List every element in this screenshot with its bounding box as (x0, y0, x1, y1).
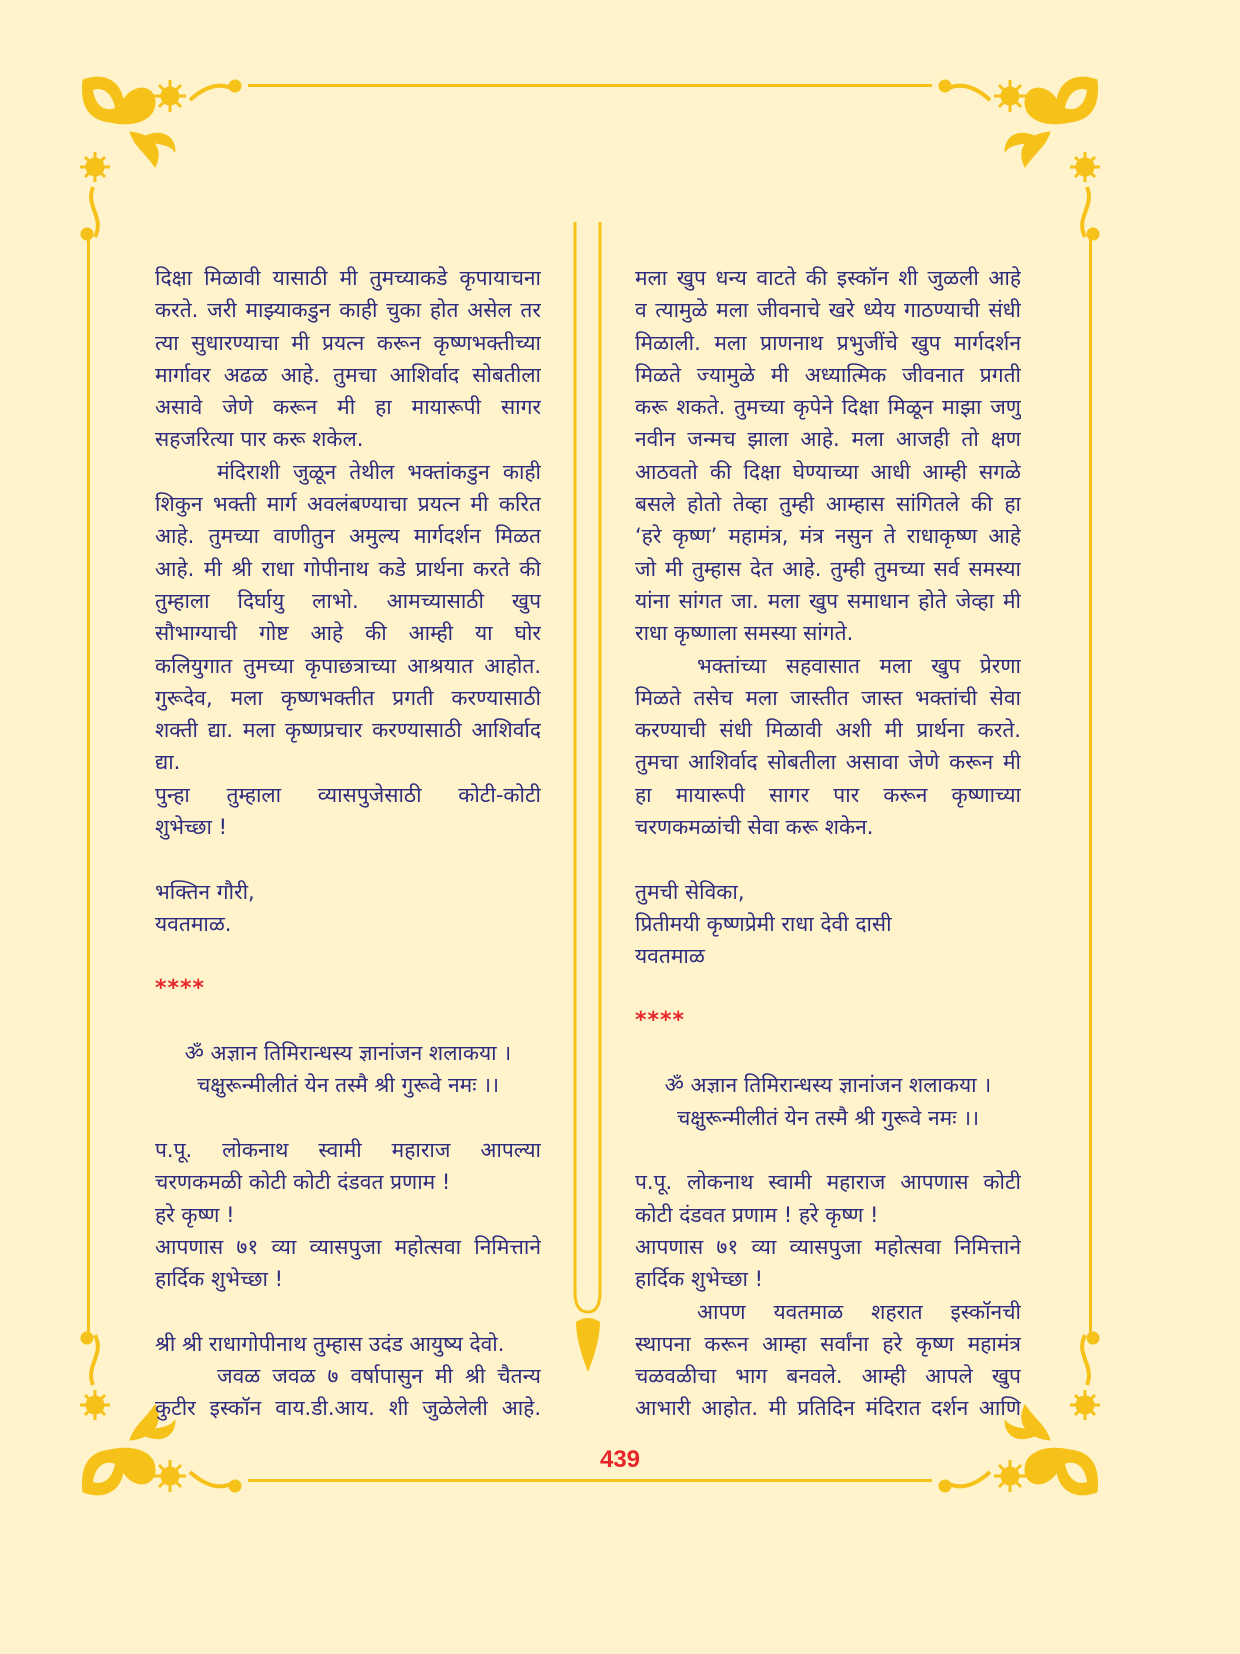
paragraph-line: चरणकमळांची सेवा करू शकेन. (635, 815, 874, 840)
blank-line (155, 940, 541, 972)
paragraph-line: यांना सांगत जा. मला खुप समाधान होते जेव्हा मी (635, 588, 1021, 613)
paragraph-line: कलियुगात तुमच्या कृपाछत्राच्या आश्रयात आहोत. (155, 653, 541, 678)
paragraph-line: जो मी तुम्हास देत आहे. तुम्ही तुमच्या सर्व समस्या (635, 556, 1021, 581)
blank-line (635, 843, 1021, 875)
paragraph-line: तुम्हाला दिर्घायु लाभो. आमच्यासाठी खुप (155, 588, 541, 613)
paragraph-line: कुटीर इस्कॉन वाय.डी.आय. शी जुळेलेली आहे. (155, 1396, 541, 1421)
paragraph-line: मार्गावर अढळ आहे. तुमचा आशिर्वाद सोबतीला (155, 362, 541, 387)
page-number: 439 (599, 1446, 641, 1473)
sanskrit-verse-line: ॐ अज्ञान तिमिरान्धस्य ज्ञानांजन शलाकया । (664, 1073, 992, 1098)
corner-ornament-top-right (930, 72, 1105, 242)
paragraph-line: शिकुन भक्ती मार्ग अवलंबण्याचा प्रयत्न मी करित (155, 492, 541, 517)
paragraph-line: करण्याची संधी मिळावी अशी मी प्रार्थना करते. (635, 718, 1021, 743)
blank-line (635, 973, 1021, 1005)
paragraph-line: चळवळीचा भाग बनवले. आम्ही आपले खुप (635, 1364, 1021, 1389)
left-border-line (87, 238, 90, 1338)
paragraph-line: चरणकमळी कोटी कोटी दंडवत प्रणाम ! (155, 1170, 451, 1195)
paragraph-line: शक्ती द्या. मला कृष्णप्रचार करण्यासाठी आशिर्वाद (155, 718, 541, 743)
paragraph-line: गुरूदेव, मला कृष्णभक्तीत प्रगती करण्यासाठी (155, 685, 541, 710)
paragraph-line: व त्यामुळे मला जीवनाचे खरे ध्येय गाठण्याची संधी (635, 298, 1021, 323)
paragraph-line: आपण यवतमाळ शहरात इस्कॉनची (697, 1299, 1021, 1324)
left-column (155, 262, 541, 1425)
bottom-border-line (248, 1479, 932, 1482)
paragraph-line: शुभेच्छा ! (155, 815, 228, 840)
signature-line: यवतमाळ. (155, 911, 232, 936)
paragraph-line: मिळते तसेच मला जास्तीत जास्त भक्तांची सेवा (635, 685, 1021, 710)
paragraph-line: आपणास ७१ व्या व्यासपुजा महोत्सवा निमित्ताने (155, 1234, 541, 1259)
signature-line: भक्तिन गौरी, (155, 879, 255, 904)
signature-line: प्रितीमयी कृष्णप्रेमी राधा देवी दासी (635, 911, 892, 936)
paragraph-line: तुमचा आशिर्वाद सोबतीला असावा जेणे करून मी (635, 750, 1021, 775)
sanskrit-verse-line: ॐ अज्ञान तिमिरान्धस्य ज्ञानांजन शलाकया । (184, 1041, 512, 1066)
paragraph-line: प.पू. लोकनाथ स्वामी महाराज आपणास कोटी (635, 1170, 1021, 1195)
signature-line: हरे कृष्ण ! (155, 1202, 235, 1227)
paragraph-line: आपणास ७१ व्या व्यासपुजा महोत्सवा निमित्ताने (635, 1234, 1021, 1259)
right-column (635, 262, 1021, 1425)
paragraph-line: मिळते ज्यामुळे मी अध्यात्मिक जीवनात प्रगती (635, 362, 1021, 387)
section-separator-stars: **** (155, 975, 206, 1001)
paragraph-line: ‘हरे कृष्ण’ महामंत्र, मंत्र नसुन ते राधाकृष्ण आहे (635, 524, 1021, 549)
paragraph-line: हा मायारूपी सागर पार करून कृष्णाच्या (635, 782, 1021, 807)
corner-ornament-top-left (75, 72, 250, 242)
paragraph-line: करते. जरी माझ्याकडुन काही चुका होत असेल तर (155, 298, 541, 323)
signature-line: तुमची सेविका, (635, 879, 745, 904)
section-separator-stars: **** (635, 1007, 686, 1033)
paragraph-line: पुन्हा तुम्हाला व्यासपुजेसाठी कोटी-कोटी (155, 782, 541, 807)
sanskrit-verse-line: चक्षुरून्मीलीतं येन तस्मै श्री गुरूवे नमः ।। (196, 1073, 500, 1098)
blank-line (635, 1037, 1021, 1069)
paragraph-line: सहजरित्या पार करू शकेल. (155, 427, 364, 452)
paragraph-line: स्थापना करून आम्हा सर्वांना हरे कृष्ण महामंत्र (635, 1331, 1021, 1356)
paragraph-line: राधा कृष्णाला समस्या सांगते. (635, 621, 854, 646)
paragraph-line: हार्दिक शुभेच्छा ! (155, 1267, 284, 1292)
paragraph-line: करू शकते. तुमच्या कृपेने दिक्षा मिळून माझा जणु (635, 395, 1021, 420)
paragraph-line: त्या सुधारण्याचा मी प्रयत्न करून कृष्णभक्तीच्या (155, 330, 541, 355)
paragraph-line: नवीन जन्मच झाला आहे. मला आजही तो क्षण (635, 427, 1021, 452)
paragraph-line: मंदिराशी जुळून तेथील भक्तांकडुन काही (217, 459, 541, 484)
paragraph-line: मला खुप धन्य वाटते की इस्कॉन शी जुळली आहे (635, 266, 1021, 290)
paragraph-line: आठवतो की दिक्षा घेण्याच्या आधी आम्ही सगळे (635, 459, 1021, 484)
paragraph-line: भक्तांच्या सहवासात मला खुप प्रेरणा (697, 653, 1021, 678)
paragraph-line: मिळाली. मला प्राणनाथ प्रभुजींचे खुप मार्गदर्शन (635, 330, 1021, 355)
signature-line: श्री श्री राधागोपीनाथ तुम्हास उदंड आयुष्य देवो. (155, 1331, 505, 1356)
column-divider (560, 222, 620, 1382)
blank-line (155, 1296, 541, 1328)
paragraph-line: कोटी दंडवत प्रणाम ! हरे कृष्ण ! (635, 1202, 879, 1227)
blank-line (155, 1005, 541, 1037)
blank-line (155, 1102, 541, 1134)
blank-line (155, 843, 541, 875)
top-border-line (248, 84, 932, 87)
sanskrit-verse-line: चक्षुरून्मीलीतं येन तस्मै श्री गुरूवे नमः ।। (676, 1105, 980, 1130)
paragraph-line: आभारी आहोत. मी प्रतिदिन मंदिरात दर्शन आणि (635, 1396, 1021, 1421)
paragraph-line: हार्दिक शुभेच्छा ! (635, 1267, 764, 1292)
paragraph-line: आहे. मी श्री राधा गोपीनाथ कडे प्रार्थना करते की (155, 556, 541, 581)
signature-line: यवतमाळ (635, 944, 705, 969)
paragraph-line: सौभाग्याची गोष्ट आहे की आम्ही या घोर (155, 621, 541, 646)
paragraph-line: प.पू. लोकनाथ स्वामी महाराज आपल्या (155, 1138, 541, 1163)
paragraph-line: असावे जेणे करून मी हा मायारूपी सागर (155, 395, 541, 420)
paragraph-line: बसले होतो तेव्हा तुम्ही आम्हास सांगितले की हा (635, 492, 1021, 517)
paragraph-line: आहे. तुमच्या वाणीतुन अमुल्य मार्गदर्शन मिळत (155, 524, 541, 549)
paragraph-line: दिक्षा मिळावी यासाठी मी तुमच्याकडे कृपायाचना (155, 266, 541, 290)
blank-line (635, 1134, 1021, 1166)
paragraph-line: द्या. (155, 750, 181, 775)
right-border-line (1089, 238, 1092, 1338)
paragraph-line: जवळ जवळ ७ वर्षापासुन मी श्री चैतन्य (217, 1364, 541, 1389)
